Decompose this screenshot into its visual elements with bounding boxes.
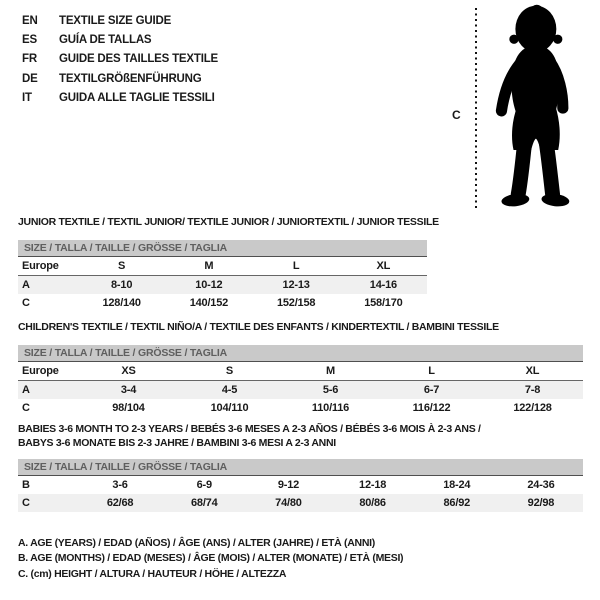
value-cell: 158/170 (364, 297, 403, 309)
value-cell: 7-8 (524, 384, 541, 396)
language-code: EN (22, 15, 38, 27)
language-row-es (22, 31, 218, 50)
value-cell: 86/92 (443, 497, 471, 509)
value-cell: 68/74 (190, 497, 218, 509)
value-cell: 24-36 (527, 479, 555, 491)
children-europe-row (18, 362, 583, 381)
region-label: Europe (22, 260, 59, 272)
value-cell: 3-4 (120, 384, 137, 396)
value-cell: 128/140 (102, 297, 141, 309)
value-cell: 6-7 (423, 384, 440, 396)
size-cell: XL (376, 260, 391, 272)
value-cell: 104/110 (210, 402, 249, 414)
value-cell: 92/98 (527, 497, 555, 509)
children-age-row (18, 381, 583, 399)
junior-age-row (18, 276, 427, 294)
value-cell: 152/158 (276, 297, 316, 309)
legend (18, 536, 403, 582)
language-title: TEXTILGRÖßENFÜHRUNG (59, 72, 202, 85)
legend-line-c: C. (cm) HEIGHT / ALTURA / HAUTEUR / HÖHE / ALTEZZA (18, 567, 287, 580)
size-cell: L (292, 260, 300, 272)
row-label: B (22, 479, 30, 491)
language-code: IT (22, 91, 32, 104)
value-cell: 140/152 (189, 297, 229, 309)
size-cell: S (225, 365, 234, 377)
babies-title-line2: BABYS 3-6 MONATE BIS 2-3 JAHRE / BAMBINI 3-6 MESI A 2-3 ANNI (18, 437, 336, 449)
babies-size-table (18, 459, 583, 512)
value-cell: 122/128 (513, 402, 552, 414)
babies-age-row (18, 476, 583, 494)
value-cell: 110/116 (311, 402, 350, 414)
junior-europe-row (18, 257, 427, 276)
value-cell: 74/80 (275, 497, 302, 509)
size-cell: L (428, 365, 435, 377)
language-title: TEXTILE SIZE GUIDE (59, 15, 172, 27)
language-code: DE (22, 72, 38, 85)
language-title-list (22, 12, 218, 108)
size-cell: XL (525, 365, 540, 377)
language-title: GUÍA DE TALLAS (59, 34, 152, 47)
legend-line-b: B. AGE (MONTHS) / EDAD (MESES) / ÂGE (MOIS) / ALTER (MONATE) / ETÀ (MESI) (18, 552, 404, 565)
value-cell: 6-9 (196, 479, 212, 491)
babies-table-title (18, 422, 481, 450)
row-label: A (22, 384, 30, 396)
legend-line-a: A. AGE (YEARS) / EDAD (AÑOS) / ÂGE (ANS) / ALTER (JAHRE) / ETÀ (ANNI) (18, 537, 375, 549)
value-cell: 3-6 (112, 479, 128, 491)
size-cell: XS (121, 365, 136, 377)
value-cell: 8-10 (111, 279, 133, 291)
junior-table-title: JUNIOR TEXTILE / TEXTIL JUNIOR/ TEXTILE JUNIOR / JUNIORTEXTIL / JUNIOR TESSILE (18, 216, 439, 228)
value-cell: 9-12 (277, 479, 300, 491)
language-title: GUIDA ALLE TAGLIE TESSILI (59, 91, 215, 104)
value-cell: 80/86 (359, 497, 386, 509)
size-cell: M (326, 365, 335, 377)
value-cell: 18-24 (443, 479, 471, 491)
value-cell: 12-13 (282, 279, 310, 291)
value-cell: 116/122 (412, 402, 451, 414)
junior-size-header: SIZE / TALLA / TAILLE / GRÖSSE / TAGLIA (18, 240, 427, 257)
toddler-silhouette-icon (487, 2, 581, 216)
babies-height-row (18, 494, 583, 512)
children-height-row (18, 399, 583, 417)
height-measure-label: C (452, 108, 461, 122)
children-size-header: SIZE / TALLA / TAILLE / GRÖSSE / TAGLIA (18, 345, 583, 362)
row-label: A (22, 279, 30, 291)
value-cell: 62/68 (106, 497, 134, 509)
language-row-fr (22, 50, 218, 69)
row-label: C (22, 402, 30, 414)
babies-size-header: SIZE / TALLA / TAILLE / GRÖSSE / TAGLIA (18, 459, 583, 476)
language-code: ES (22, 34, 37, 47)
value-cell: 98/104 (112, 402, 145, 414)
junior-height-row (18, 294, 427, 312)
value-cell: 14-16 (369, 279, 397, 291)
babies-title-line1: BABIES 3-6 MONTH TO 2-3 YEARS / BEBÉS 3-6 MESES A 2-3 AÑOS / BÉBÉS 3-6 MOIS À 2-3 ANS / (18, 423, 481, 435)
language-row-de (22, 70, 218, 89)
language-code: FR (22, 53, 37, 66)
row-label: C (22, 497, 30, 509)
region-label: Europe (22, 365, 59, 377)
children-size-table (18, 345, 583, 417)
value-cell: 12-18 (359, 479, 387, 491)
value-cell: 4-5 (221, 384, 238, 396)
junior-size-table (18, 240, 427, 312)
language-row-en (22, 12, 218, 31)
size-cell: M (204, 260, 214, 272)
size-cell: S (118, 260, 126, 272)
children-table-title: CHILDREN'S TEXTILE / TEXTIL NIÑO/A / TEXTILE DES ENFANTS / KINDERTEXTIL / BAMBINI TESSILE (18, 321, 499, 333)
height-measure-dashed-line (475, 8, 477, 209)
row-label: C (22, 297, 30, 309)
language-title: GUIDE DES TAILLES TEXTILE (59, 53, 218, 66)
language-row-it (22, 89, 218, 108)
value-cell: 5-6 (322, 384, 339, 396)
value-cell: 10-12 (195, 279, 223, 291)
